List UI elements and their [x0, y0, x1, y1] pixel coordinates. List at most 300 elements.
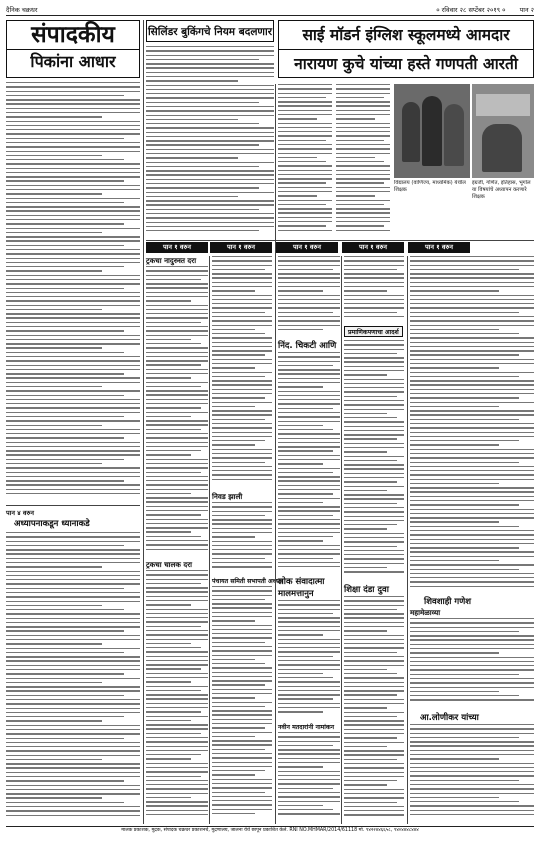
text-line	[278, 303, 340, 304]
text-line	[6, 545, 124, 546]
text-line	[6, 463, 102, 464]
text-line	[146, 403, 208, 404]
continued-tag: पान १ वरुन	[146, 242, 208, 253]
text-line	[336, 221, 390, 222]
text-line	[6, 579, 140, 580]
text-line	[6, 390, 140, 391]
text-line	[410, 269, 519, 270]
text-line	[146, 506, 208, 507]
text-line	[344, 265, 404, 266]
column-rule	[143, 20, 144, 824]
text-line	[344, 720, 404, 721]
text-line	[410, 316, 534, 317]
text-line	[146, 412, 208, 413]
text-line	[146, 540, 208, 541]
text-line	[212, 553, 272, 554]
text-line	[410, 509, 534, 510]
text-line	[146, 110, 274, 111]
left-article-body	[6, 532, 140, 822]
text-line	[6, 99, 140, 100]
text-line	[6, 202, 124, 203]
text-line	[6, 95, 124, 96]
text-line	[410, 551, 534, 552]
text-line	[6, 806, 140, 807]
text-line	[146, 200, 274, 201]
text-line	[6, 716, 124, 717]
col5-subhead-a: प्रमाणिकपणाचा आदर्श	[344, 326, 403, 337]
column-rule	[209, 256, 210, 824]
text-line	[6, 275, 140, 276]
text-line	[278, 609, 340, 610]
text-line	[146, 89, 274, 90]
text-line	[344, 447, 404, 448]
text-line	[6, 656, 140, 657]
text-line	[6, 755, 140, 756]
text-line	[344, 520, 404, 521]
cylinder-article-body	[146, 46, 274, 238]
text-line	[6, 82, 140, 83]
text-line	[278, 225, 326, 226]
text-line	[410, 333, 519, 334]
text-line	[336, 204, 384, 205]
school-event-photo	[394, 84, 470, 178]
text-line	[146, 472, 201, 473]
text-line	[410, 517, 534, 518]
text-line	[6, 437, 124, 438]
text-line	[278, 84, 332, 85]
text-line	[6, 103, 140, 104]
text-line	[278, 562, 340, 563]
left-article-subhead: अध्यापनाकडून ध्यानाकडे	[14, 519, 90, 529]
text-line	[146, 183, 274, 184]
text-line	[344, 546, 397, 547]
text-line	[212, 384, 272, 385]
text-line	[6, 296, 140, 297]
text-line	[410, 581, 534, 582]
text-line	[146, 720, 191, 721]
text-line	[278, 153, 332, 154]
text-line	[146, 519, 208, 520]
text-line	[344, 784, 387, 785]
text-line	[344, 789, 404, 790]
photo-caption-1: विद्यालय (वाणिज्य, माध्यमिक) येथील शिक्षक	[394, 180, 466, 193]
text-line	[410, 277, 534, 278]
col6-subhead-c: आ.लोणीकर यांच्या	[420, 713, 479, 723]
text-line	[212, 325, 272, 326]
text-line	[336, 114, 390, 115]
main-headline-box	[278, 20, 534, 78]
text-line	[146, 369, 208, 370]
text-line	[278, 536, 333, 537]
text-line	[278, 463, 323, 464]
text-line	[212, 676, 272, 677]
text-line	[146, 132, 274, 133]
text-line	[410, 793, 534, 794]
text-line	[410, 622, 534, 623]
col3-body-c	[212, 586, 272, 822]
text-line	[212, 303, 272, 304]
text-line	[146, 604, 191, 605]
text-line	[410, 483, 499, 484]
text-line	[278, 157, 317, 158]
text-line	[344, 613, 404, 614]
text-line	[410, 419, 519, 420]
text-line	[212, 783, 272, 784]
text-line	[344, 295, 404, 296]
text-line	[6, 742, 140, 743]
text-line	[6, 532, 140, 533]
text-line	[6, 339, 140, 340]
text-line	[344, 303, 404, 304]
text-line	[6, 630, 124, 631]
text-line	[146, 80, 238, 81]
text-line	[212, 744, 272, 745]
text-line	[212, 616, 272, 617]
text-line	[344, 370, 404, 371]
text-line	[6, 793, 140, 794]
text-line	[278, 286, 340, 287]
text-line	[146, 476, 208, 477]
text-line	[278, 378, 340, 379]
text-line	[410, 474, 534, 475]
text-line	[6, 163, 140, 164]
text-line	[6, 420, 140, 421]
text-line	[6, 129, 140, 130]
text-line	[212, 787, 272, 788]
text-line	[146, 617, 208, 618]
text-line	[212, 667, 272, 668]
text-line	[344, 810, 404, 811]
text-line	[344, 742, 404, 743]
text-line	[278, 472, 333, 473]
text-line	[278, 316, 340, 317]
text-line	[410, 586, 534, 587]
text-line	[212, 727, 265, 728]
text-line	[410, 444, 499, 445]
text-line	[278, 399, 340, 400]
text-line	[146, 217, 274, 218]
text-line	[336, 212, 390, 213]
text-line	[146, 399, 208, 400]
text-line	[344, 750, 404, 751]
text-line	[6, 240, 140, 241]
col2-subhead-b: ट्रकचा चालक दरा	[146, 560, 193, 569]
text-line	[410, 449, 534, 450]
text-line	[146, 613, 208, 614]
text-line	[410, 354, 519, 355]
text-line	[212, 273, 272, 274]
text-line	[6, 425, 102, 426]
text-line	[344, 434, 404, 435]
text-line	[146, 711, 201, 712]
text-line	[146, 643, 191, 644]
text-line	[212, 757, 272, 758]
text-line	[146, 549, 208, 550]
text-line	[278, 502, 323, 503]
text-line	[344, 409, 404, 410]
text-line	[6, 571, 140, 572]
text-line	[336, 88, 390, 89]
text-line	[278, 792, 340, 793]
text-line	[146, 119, 238, 120]
text-line	[146, 106, 274, 107]
text-line	[278, 195, 317, 196]
text-line	[278, 123, 332, 124]
text-line	[278, 660, 340, 661]
text-line	[146, 382, 208, 383]
editorial-heading-box	[6, 20, 140, 78]
text-line	[146, 279, 201, 280]
text-line	[336, 195, 375, 196]
text-line	[336, 135, 390, 136]
text-line	[336, 84, 390, 85]
text-line	[344, 277, 404, 278]
text-line	[146, 596, 208, 597]
text-line	[146, 630, 208, 631]
text-line	[278, 630, 340, 631]
text-line	[6, 493, 140, 494]
text-line	[146, 463, 208, 464]
text-line	[278, 352, 340, 353]
text-line	[146, 192, 274, 193]
text-line	[6, 198, 140, 199]
text-line	[146, 527, 208, 528]
continued-tag: पान १ वरुन	[210, 242, 272, 253]
text-line	[6, 168, 140, 169]
text-line	[336, 153, 390, 154]
text-line	[344, 273, 404, 274]
text-line	[344, 438, 397, 439]
text-line	[278, 532, 340, 533]
text-line	[6, 193, 102, 194]
text-line	[410, 337, 534, 338]
text-line	[146, 544, 208, 545]
text-line	[6, 566, 102, 567]
text-line	[146, 330, 208, 331]
text-line	[212, 256, 272, 257]
text-line	[336, 144, 390, 145]
text-line	[278, 686, 340, 687]
text-line	[212, 260, 272, 261]
text-line	[146, 728, 208, 729]
text-line	[146, 76, 274, 77]
text-line	[278, 93, 332, 94]
text-line	[6, 759, 102, 760]
issue-date: ० रविवार २८ सप्टेंबर २०१९ ०	[436, 6, 506, 14]
text-line	[410, 453, 534, 454]
text-line	[6, 618, 140, 619]
masthead-bar	[6, 4, 534, 16]
text-line	[6, 708, 140, 709]
text-line	[6, 133, 140, 134]
text-line	[6, 785, 140, 786]
text-line	[146, 733, 201, 734]
text-line	[410, 260, 534, 261]
text-line	[212, 740, 272, 741]
text-line	[410, 389, 534, 390]
text-line	[344, 344, 404, 345]
text-line	[212, 329, 255, 330]
text-line	[212, 423, 272, 424]
text-line	[344, 541, 404, 542]
text-line	[336, 127, 390, 128]
text-line	[344, 712, 404, 713]
text-line	[278, 753, 340, 754]
text-line	[344, 340, 404, 341]
text-line	[146, 360, 208, 361]
text-line	[410, 669, 534, 670]
text-line	[278, 498, 340, 499]
text-line	[410, 372, 534, 373]
col3-body-b	[212, 502, 272, 572]
text-line	[344, 571, 404, 572]
text-line	[410, 573, 534, 574]
text-line	[344, 802, 397, 803]
text-line	[6, 678, 140, 679]
text-line	[278, 433, 340, 434]
text-line	[6, 112, 140, 113]
text-line	[146, 313, 208, 314]
text-line	[6, 592, 140, 593]
text-line	[212, 333, 265, 334]
text-line	[146, 275, 208, 276]
text-line	[410, 733, 534, 734]
text-line	[146, 647, 201, 648]
text-line	[212, 663, 265, 664]
text-line	[278, 403, 340, 404]
text-line	[146, 174, 274, 175]
text-line	[146, 209, 259, 210]
text-line	[6, 322, 140, 323]
text-line	[344, 665, 404, 666]
text-line	[212, 646, 272, 647]
text-line	[6, 151, 140, 152]
text-line	[6, 558, 140, 559]
text-line	[336, 105, 390, 106]
text-line	[344, 656, 404, 657]
text-line	[344, 299, 404, 300]
text-line	[146, 716, 208, 717]
text-line	[6, 270, 102, 271]
text-line	[278, 643, 340, 644]
text-line	[344, 473, 404, 474]
text-line	[410, 682, 534, 683]
text-line	[6, 484, 140, 485]
text-line	[344, 652, 397, 653]
col4-body-b	[278, 352, 340, 572]
text-line	[410, 644, 534, 645]
text-line	[278, 762, 340, 763]
text-line	[410, 479, 534, 480]
text-line	[344, 456, 404, 457]
text-line	[146, 157, 238, 158]
text-line	[278, 408, 333, 409]
text-line	[278, 600, 340, 601]
text-line	[278, 118, 317, 119]
text-line	[146, 429, 201, 430]
text-line	[212, 519, 272, 520]
text-line	[146, 493, 191, 494]
text-line	[336, 123, 390, 124]
text-line	[6, 305, 140, 306]
text-line	[410, 780, 519, 781]
text-line	[6, 142, 140, 143]
text-line	[410, 758, 499, 759]
text-line	[6, 673, 124, 674]
text-line	[410, 504, 519, 505]
text-line	[278, 307, 340, 308]
text-line	[410, 359, 534, 360]
text-line	[6, 720, 102, 721]
main-headline-line1: साई मॉडर्न इंग्लिश स्कूलमध्ये आमदार	[279, 21, 533, 50]
text-line	[344, 468, 404, 469]
text-line	[278, 212, 332, 213]
text-line	[336, 217, 390, 218]
text-line	[278, 325, 340, 326]
text-line	[6, 815, 140, 816]
text-line	[410, 547, 519, 548]
text-line	[278, 356, 340, 357]
text-line	[6, 459, 124, 460]
text-line	[410, 303, 534, 304]
text-line	[336, 118, 375, 119]
text-line	[146, 801, 208, 802]
text-line	[278, 320, 340, 321]
text-line	[6, 622, 140, 623]
text-line	[344, 635, 404, 636]
text-line	[410, 312, 519, 313]
text-line	[212, 714, 272, 715]
text-line	[344, 814, 404, 815]
text-line	[344, 767, 404, 768]
text-line	[212, 414, 272, 415]
text-line	[336, 208, 390, 209]
text-line	[410, 397, 519, 398]
text-line	[410, 797, 499, 798]
text-line	[336, 200, 390, 201]
text-line	[410, 618, 534, 619]
text-line	[146, 677, 208, 678]
text-line	[278, 161, 326, 162]
text-line	[410, 320, 534, 321]
text-line	[278, 634, 323, 635]
text-line	[410, 376, 519, 377]
text-line	[146, 784, 208, 785]
text-line	[278, 273, 340, 274]
text-line	[146, 179, 274, 180]
text-line	[344, 660, 404, 661]
text-line	[344, 563, 404, 564]
text-line	[344, 528, 387, 529]
text-line	[6, 472, 140, 473]
text-line	[336, 110, 390, 111]
text-line	[212, 607, 272, 608]
text-line	[278, 269, 333, 270]
text-line	[146, 93, 274, 94]
col4-subhead-b: लोक संवादात्मा	[278, 577, 325, 587]
text-line	[410, 325, 534, 326]
text-line	[212, 633, 272, 634]
text-line	[410, 530, 534, 531]
text-line	[6, 575, 140, 576]
text-line	[344, 772, 404, 773]
text-line	[6, 416, 124, 417]
text-line	[212, 466, 272, 467]
text-line	[278, 365, 333, 366]
text-line	[344, 503, 397, 504]
text-line	[212, 354, 265, 355]
text-line	[278, 489, 340, 490]
